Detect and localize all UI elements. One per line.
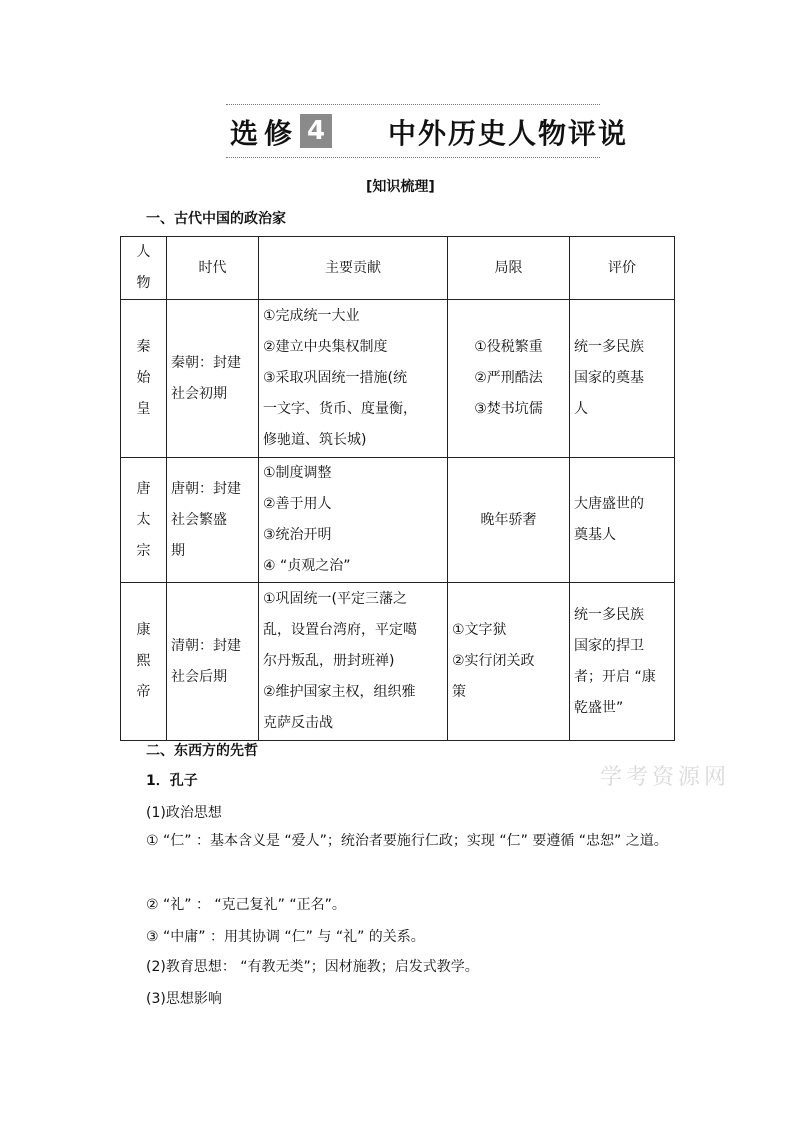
- limitation-line: ①役税繁重: [474, 339, 543, 355]
- era-cell: [167, 583, 259, 741]
- era-line: 唐朝：封建: [171, 480, 241, 497]
- contribution-cell: [259, 300, 448, 458]
- confucius-heading: 1．孔子: [146, 773, 198, 789]
- name-char: 帝: [136, 684, 151, 700]
- evaluation-line: 国家的捍卫: [574, 637, 644, 654]
- limitation-line: ③焚书坑儒: [474, 401, 543, 417]
- era-line: 秦朝：封建: [171, 354, 241, 371]
- evaluation-line: 大唐盛世的: [574, 496, 644, 512]
- name-char: 皇: [136, 401, 151, 417]
- limitation-line: 策: [452, 684, 466, 700]
- section1-heading: 一、古代中国的政治家: [146, 211, 286, 227]
- contribution-line: ②维护国家主权，组织雅: [263, 684, 416, 700]
- limitation-line: ②实行闭关政: [452, 653, 535, 669]
- name-char: 始: [136, 370, 151, 386]
- title-number-badge: 4: [300, 114, 332, 148]
- contribution-line: ③统治开明: [263, 527, 332, 543]
- era-line: 社会后期: [171, 668, 227, 685]
- name-char: 秦: [136, 339, 151, 355]
- political-thought-heading: (1)政治思想: [146, 805, 222, 821]
- name-char: 康: [136, 622, 151, 638]
- evaluation-line: 统一多民族: [574, 339, 644, 355]
- era-cell: [167, 300, 259, 458]
- contribution-line: 克萨反击战: [263, 715, 333, 731]
- evaluation-cell: [570, 458, 675, 583]
- politicians-table: [120, 236, 675, 741]
- limitation-cell: [448, 300, 570, 458]
- contribution-line: ①巩固统一(平定三藩之: [263, 591, 408, 607]
- contribution-line: ④ “贞观之治”: [263, 558, 351, 574]
- contribution-line: ③采取巩固统一措施(统: [263, 370, 408, 386]
- evaluation-line: 国家的奠基: [574, 370, 644, 386]
- limitation-cell: [448, 458, 570, 583]
- evaluation-line: 统一多民族: [574, 606, 644, 623]
- header-era: 时代: [167, 237, 259, 300]
- era-line: 清朝：封建: [171, 637, 241, 654]
- contribution-line: 修驰道、筑长城): [263, 432, 367, 448]
- contribution-cell: [259, 458, 448, 583]
- contribution-line: 乱，设置台湾府，平定噶: [263, 622, 417, 638]
- contribution-line: ①完成统一大业: [263, 308, 360, 324]
- contribution-line: ①制度调整: [263, 465, 332, 481]
- section2-heading: 二、东西方的先哲: [146, 743, 258, 759]
- era-line: 社会初期: [171, 385, 227, 402]
- name-char: 太: [136, 511, 151, 528]
- era-line: 社会繁盛: [171, 511, 227, 528]
- contribution-line: 尔丹叛乱，册封班禅): [263, 653, 395, 669]
- era-cell: [167, 458, 259, 583]
- person-name: [121, 300, 167, 458]
- zhongyong-paragraph: ③ “中庸” ：用其协调 “仁” 与 “礼” 的关系。: [146, 929, 425, 945]
- ren-paragraph: ① “仁” ：基本含义是 “爱人”；统治者要施行仁政；实现 “仁” 要遵循 “忠恕” 之道。: [146, 833, 668, 849]
- evaluation-line: 者；开启 “康: [574, 668, 656, 685]
- header-person-1: 人: [136, 244, 151, 260]
- name-char: 唐: [136, 480, 151, 497]
- watermark: 学考资源网: [600, 765, 731, 790]
- evaluation-line: 乾盛世”: [574, 699, 624, 716]
- contribution-line: 一文字、货币、度量衡，: [263, 401, 417, 417]
- header-person: [121, 237, 167, 300]
- influence-heading: (3)思想影响: [146, 991, 222, 1007]
- header-evaluation: 评价: [570, 237, 675, 300]
- evaluation-cell: [570, 300, 675, 458]
- header-person-2: 物: [136, 275, 151, 291]
- evaluation-line: 奠基人: [574, 527, 616, 543]
- person-name: [121, 458, 167, 583]
- table-row: [121, 300, 675, 458]
- li-paragraph: ② “礼” ： “克己复礼” “正名”。: [146, 897, 346, 913]
- header-limitation: 局限: [448, 237, 570, 300]
- evaluation-line: 人: [574, 401, 588, 417]
- era-line: 期: [171, 542, 185, 559]
- evaluation-cell: [570, 583, 675, 741]
- limitation-line: ①文字狱: [452, 622, 507, 638]
- limitation-line: 晚年骄奢: [480, 511, 537, 528]
- table-row: [121, 583, 675, 741]
- contribution-line: ②建立中央集权制度: [263, 339, 388, 355]
- name-char: 熙: [136, 653, 151, 669]
- limitation-line: ②严刑酷法: [474, 370, 543, 386]
- title-prefix: 选修: [230, 117, 299, 150]
- education-thought: (2)教育思想： “有教无类”；因材施教；启发式教学。: [146, 959, 479, 975]
- person-name: [121, 583, 167, 741]
- table-header-row: [121, 237, 675, 300]
- contribution-line: ②善于用人: [263, 496, 332, 512]
- header-contribution: 主要贡献: [259, 237, 448, 300]
- page-title: 中外历史人物评说: [388, 117, 629, 150]
- name-char: 宗: [136, 542, 151, 559]
- subheading: [知识梳理]: [366, 179, 435, 195]
- limitation-cell: [448, 583, 570, 741]
- contribution-cell: [259, 583, 448, 741]
- table-row: [121, 458, 675, 583]
